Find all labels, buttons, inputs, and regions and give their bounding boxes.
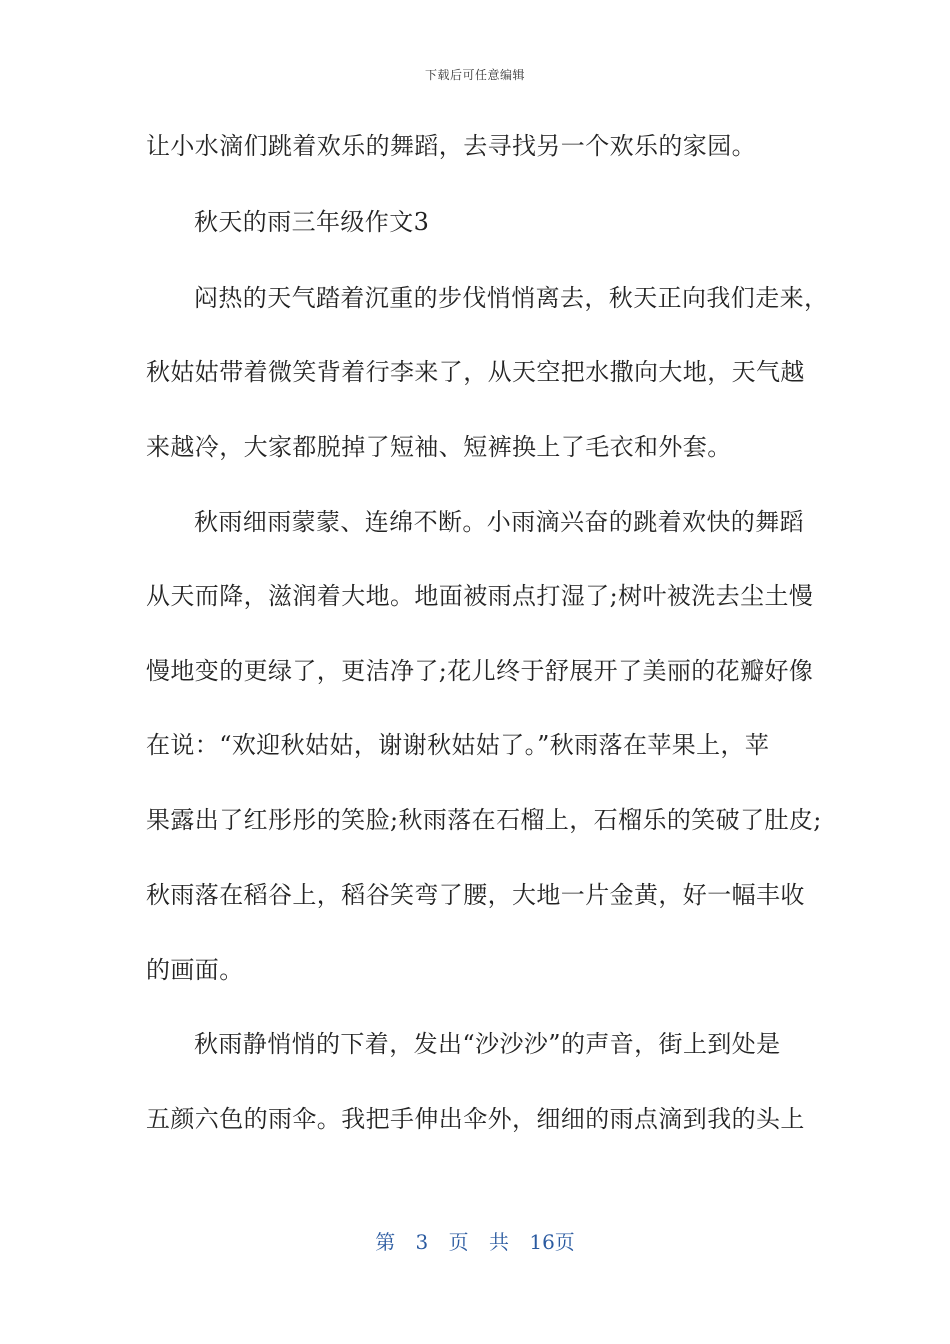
text-line: 来越冷，大家都脱掉了短袖、短裤换上了毛衣和外套。 — [146, 433, 732, 461]
text-line: 的画面。 — [146, 956, 244, 984]
section-title: 秋天的雨三年级作文3 — [194, 208, 430, 236]
page-header-note: 下载后可任意编辑 — [424, 68, 525, 82]
text-line: 让小水滴们跳着欢乐的舞蹈，去寻找另一个欢乐的家园。 — [146, 132, 756, 160]
footer-page-number: 3 — [415, 1230, 429, 1254]
text-line: 五颜六色的雨伞。我把手伸出伞外，细细的雨点滴到我的头上 — [146, 1105, 805, 1133]
text-line: 在说：“欢迎秋姑姑，谢谢秋姑姑了。”秋雨落在苹果上，苹 — [146, 731, 770, 759]
text-line: 秋姑姑带着微笑背着行李来了，从天空把水撒向大地，天气越 — [146, 358, 805, 386]
text-line: 从天而降，滋润着大地。地面被雨点打湿了;树叶被洗去尘土慢 — [146, 582, 814, 610]
text-line: 闷热的天气踏着沉重的步伐悄悄离去，秋天正向我们走来， — [194, 284, 829, 312]
text-line: 慢地变的更绿了，更洁净了;花儿终于舒展开了美丽的花瓣好像 — [146, 657, 814, 685]
text-line: 秋雨静悄悄的下着，发出“沙沙沙”的声音，街上到处是 — [194, 1030, 781, 1058]
page-footer — [0, 1226, 950, 1255]
text-line: 果露出了红彤彤的笑脸;秋雨落在石榴上，石榴乐的笑破了肚皮; — [146, 806, 822, 834]
footer-total-pages: 16页 — [529, 1230, 575, 1254]
text-line: 秋雨细雨蒙蒙、连绵不断。小雨滴兴奋的跳着欢快的舞蹈 — [194, 508, 804, 536]
footer-gong: 共 — [489, 1230, 509, 1254]
footer-ye: 页 — [448, 1230, 469, 1254]
footer-di: 第 — [375, 1230, 396, 1254]
text-line: 秋雨落在稻谷上，稻谷笑弯了腰，大地一片金黄，好一幅丰收 — [146, 881, 805, 909]
